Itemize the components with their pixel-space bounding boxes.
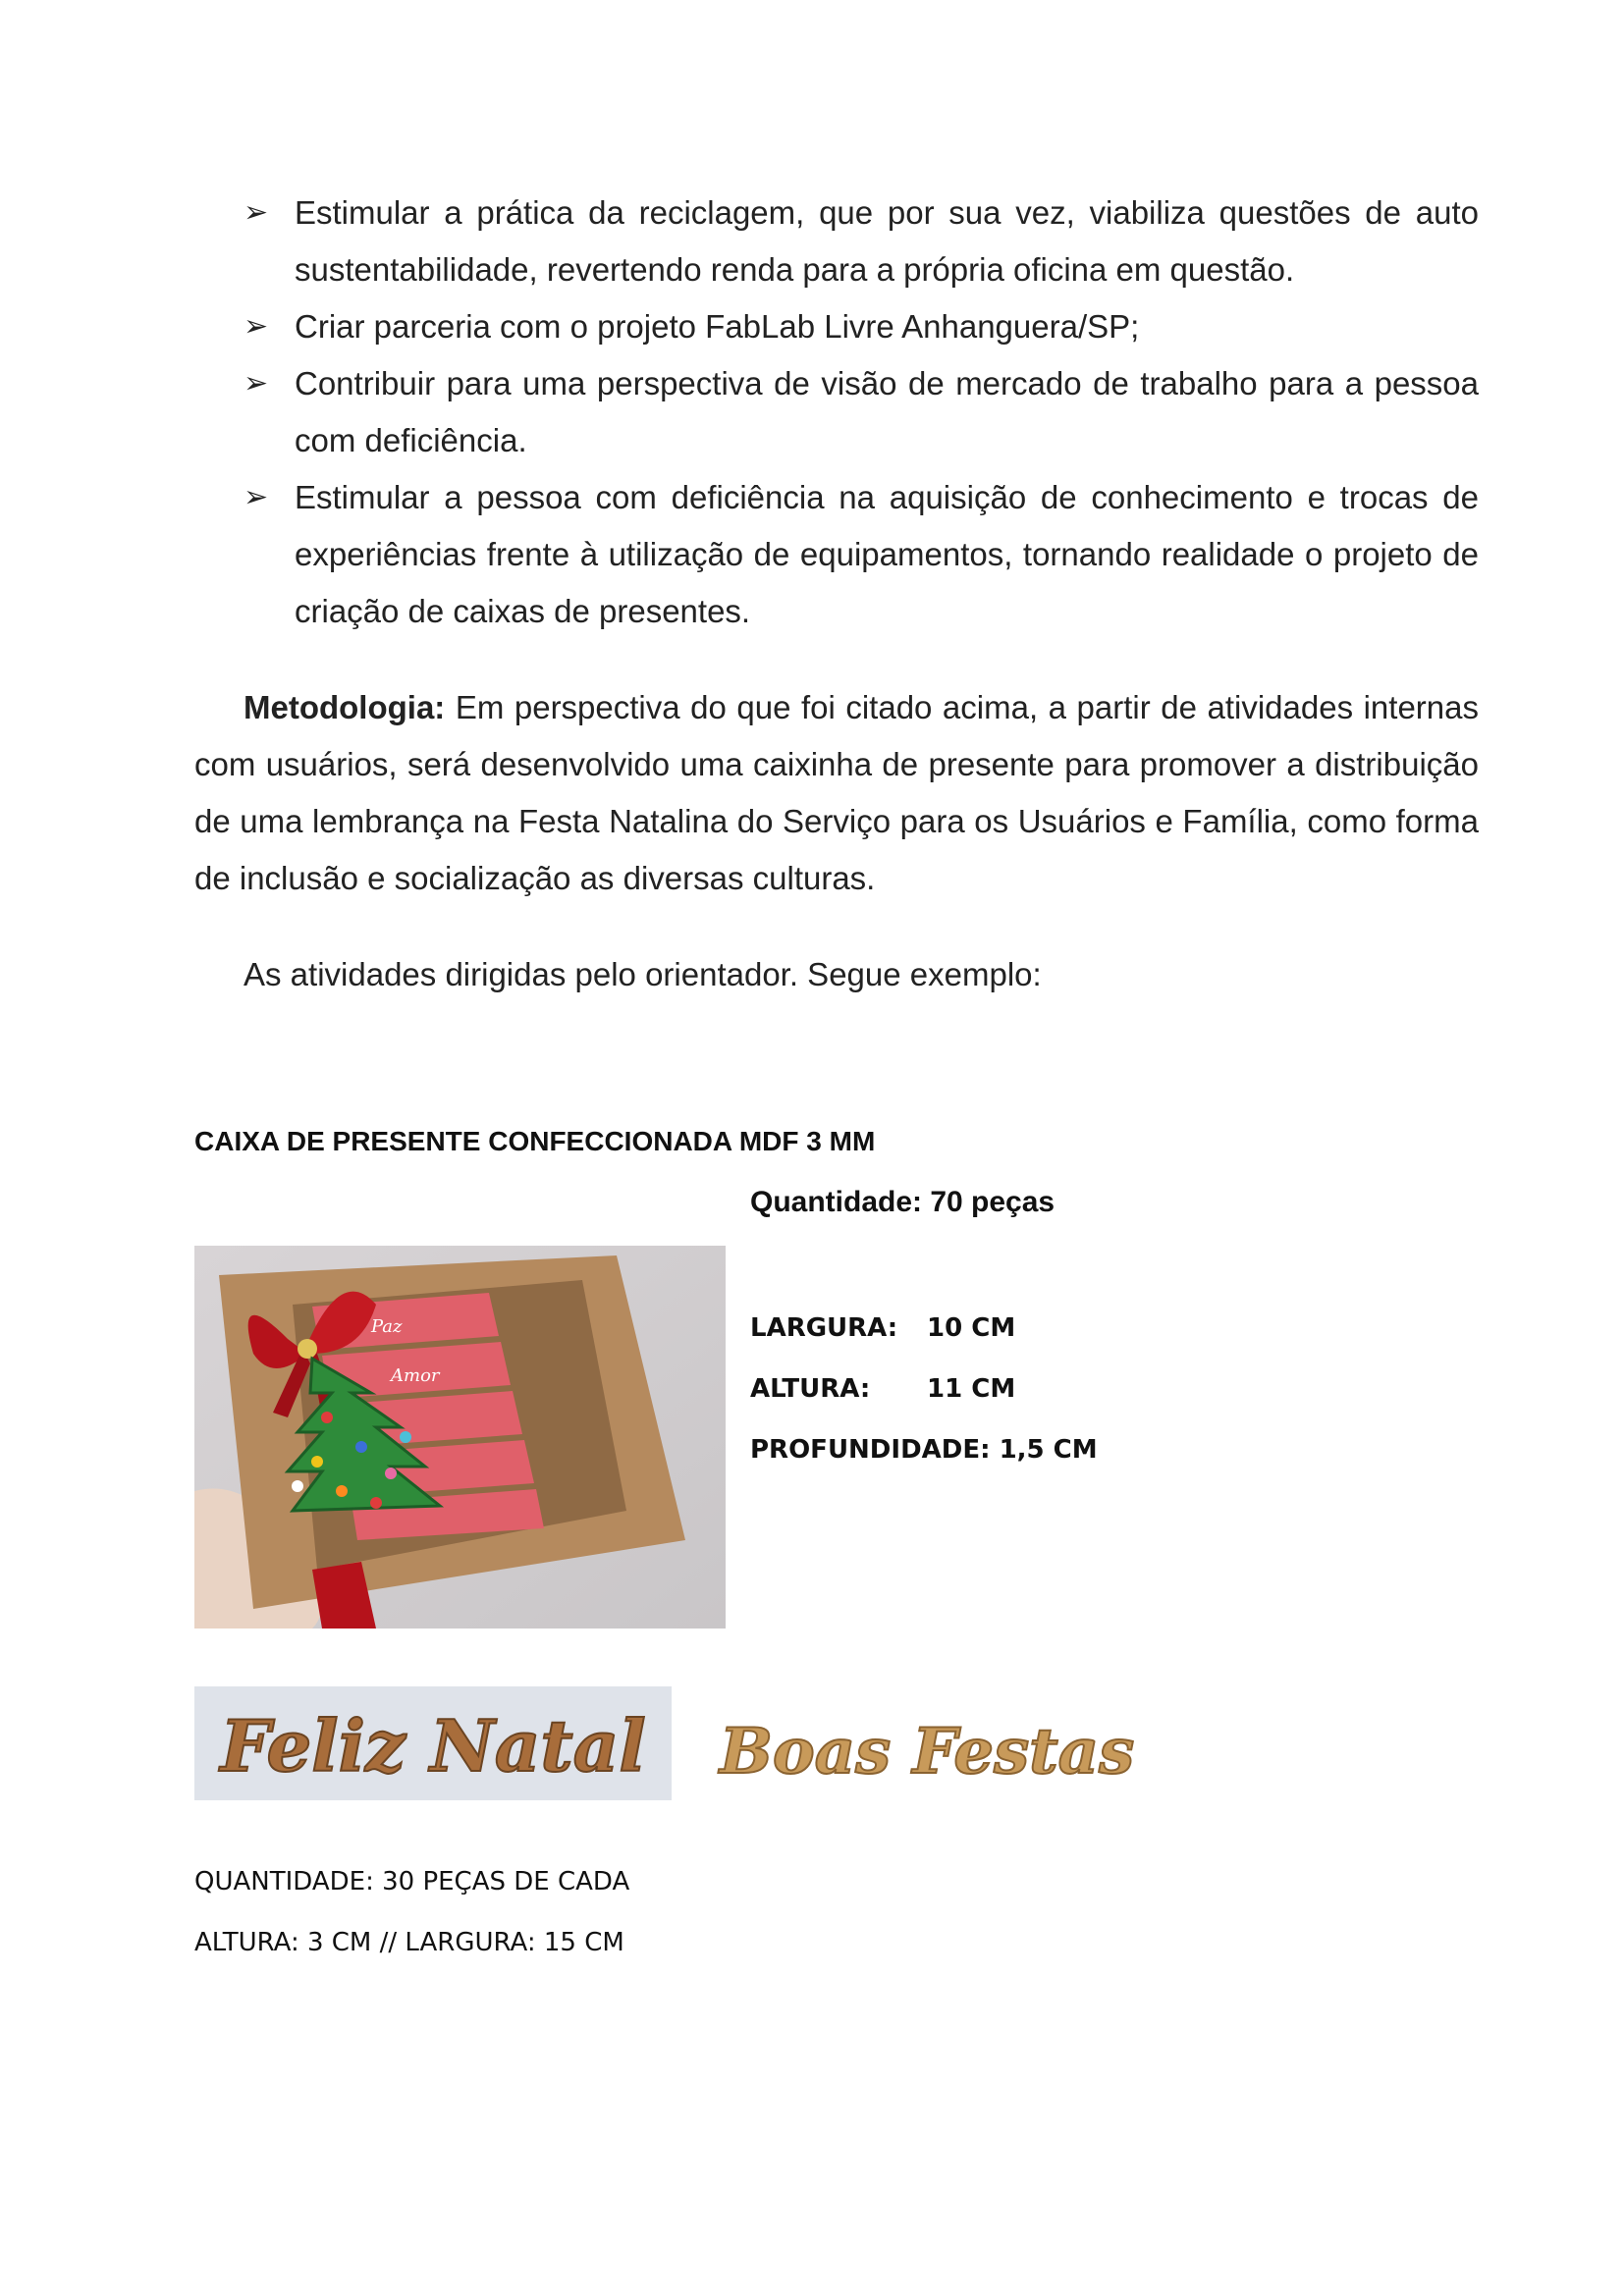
gift-box-photo: [194, 1246, 726, 1629]
activities-paragraph: As atividades dirigidas pelo orientador. Segue exemplo:: [244, 956, 1042, 992]
arrow-bullet-icon: ➢: [244, 310, 269, 343]
list-item-text: Criar parceria com o projeto FabLab Livre Anhanguera/SP;: [295, 308, 1140, 345]
list-item: [244, 355, 1479, 469]
methodology-paragraph: [194, 679, 1479, 907]
methodology-label: Metodologia:: [244, 689, 446, 725]
boas-festas-sign-image: [711, 1686, 1143, 1800]
list-item-text: Estimular a pessoa com deficiência na aquisição de conhecimento e trocas de experiências frente à utilização de equipamentos, tornando realidade o projeto de criação de caixas de presentes.: [295, 479, 1479, 629]
product-quantity: Quantidade: 70 peças: [750, 1186, 1056, 1218]
spec-height-label: ALTURA:: [750, 1374, 871, 1404]
arrow-bullet-icon: ➢: [244, 196, 269, 229]
arrow-bullet-icon: ➢: [244, 481, 269, 513]
sign1-text: Feliz Natal: [220, 1704, 646, 1788]
methodology-text: Em perspectiva do que foi citado acima, a partir de atividades internas com usuários, será desenvolvido uma caixinha de presente para promover a distribuição de uma lembrança na Festa Natalina do Serviço para os Usuários e Família, como forma de inclusão e socialização as diversas culturas.: [194, 689, 1479, 896]
spec-height: [750, 1374, 1015, 1404]
box-word-amor: Amor: [391, 1365, 440, 1386]
box-word-paz: Paz: [371, 1316, 403, 1337]
list-item: [244, 185, 1479, 298]
spec-width-label: LARGURA:: [750, 1313, 898, 1343]
sign2-text: Boas Festas: [719, 1715, 1135, 1789]
list-item: [244, 298, 1479, 355]
spec-width: [750, 1313, 1015, 1343]
feliz-natal-sign-image: [194, 1686, 672, 1800]
objectives-list: [244, 185, 1479, 640]
signs-dimensions: ALTURA: 3 CM // LARGURA: 15 CM: [194, 1928, 624, 1957]
spec-depth: PROFUNDIDADE: 1,5 CM: [750, 1435, 1098, 1465]
signs-quantity: QUANTIDADE: 30 PEÇAS DE CADA: [194, 1867, 630, 1896]
product-heading: CAIXA DE PRESENTE CONFECCIONADA MDF 3 MM: [194, 1126, 876, 1156]
list-item-text: Contribuir para uma perspectiva de visão de mercado de trabalho para a pessoa com deficiência.: [295, 365, 1479, 458]
spec-width-value: 10 CM: [927, 1313, 1016, 1343]
arrow-bullet-icon: ➢: [244, 367, 269, 400]
list-item: [244, 469, 1479, 640]
spec-height-value: 11 CM: [927, 1374, 1016, 1404]
list-item-text: Estimular a prática da reciclagem, que por sua vez, viabiliza questões de auto sustentabilidade, revertendo renda para a própria oficina em questão.: [295, 194, 1479, 288]
